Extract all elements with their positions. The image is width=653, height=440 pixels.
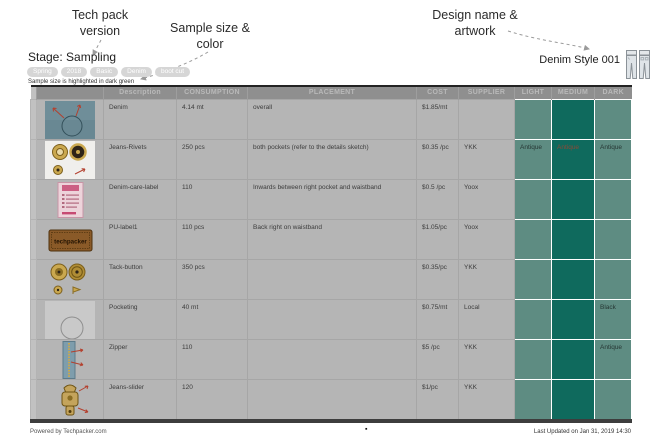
tag-pill: 2018 <box>61 67 87 77</box>
cell-description: Zipper <box>104 339 177 379</box>
cell-placement: Back right on waistband <box>248 219 417 259</box>
tag-pill: Basic <box>90 67 118 77</box>
cell-medium-colorway <box>552 379 595 421</box>
cell-cost: $0.35/pc <box>417 259 459 299</box>
tag-pill: boot cut <box>155 67 190 77</box>
column-header-consumption: CONSUMPTION <box>177 86 248 99</box>
cell-description: Pocketing <box>104 299 177 339</box>
column-header-placement: PLACEMENT <box>248 86 417 99</box>
annotation-tech-pack-version <box>52 8 148 39</box>
tack-button-thumbnail <box>37 259 104 299</box>
cell-medium-colorway <box>552 259 595 299</box>
cell-supplier: YKK <box>459 259 515 299</box>
cell-description: Denim-care-label <box>104 179 177 219</box>
cell-dark-colorway <box>595 99 632 139</box>
cell-cost: $0.35 /pc <box>417 139 459 179</box>
table-row <box>31 299 632 339</box>
cell-light-colorway <box>515 339 552 379</box>
table-row <box>31 219 632 259</box>
cell-light-colorway <box>515 299 552 339</box>
table-row <box>31 339 632 379</box>
cell-consumption: 110 <box>177 179 248 219</box>
cell-dark-colorway: Antique <box>595 139 632 179</box>
last-updated-text: Last Updated on Jan 31, 2019 14:30 <box>533 429 631 435</box>
annotation-design-name-artwork <box>400 8 550 39</box>
column-header-supplier: SUPPLIER <box>459 86 515 99</box>
annotation-line: Tech pack <box>71 8 129 22</box>
cell-consumption: 110 pcs <box>177 219 248 259</box>
jeans-back-icon <box>639 50 650 79</box>
bom-table <box>30 85 632 423</box>
cell-dark-colorway <box>595 379 632 421</box>
cell-consumption: 350 pcs <box>177 259 248 299</box>
cell-consumption: 4.14 mt <box>177 99 248 139</box>
cell-medium-colorway <box>552 219 595 259</box>
cell-placement: Inwards between right pocket and waistband <box>248 179 417 219</box>
cell-supplier: Local <box>459 299 515 339</box>
sample-size-note: Sample size is highlighted in dark green <box>28 79 135 85</box>
pu-label-thumbnail <box>37 219 104 259</box>
cell-placement <box>248 379 417 421</box>
cell-supplier: YKK <box>459 379 515 421</box>
stage-label: Stage: Sampling <box>28 50 117 64</box>
column-header-light: LIGHT <box>515 86 552 99</box>
jeans-artwork <box>626 50 650 79</box>
cell-light-colorway <box>515 219 552 259</box>
cell-cost: $0.75/mt <box>417 299 459 339</box>
cell-light-colorway <box>515 99 552 139</box>
annotation-line: version <box>79 23 121 38</box>
cell-placement <box>248 259 417 299</box>
cell-consumption: 40 mt <box>177 299 248 339</box>
tag-pill: Denim <box>121 67 152 77</box>
cell-placement: both pockets (refer to the details sketch) <box>248 139 417 179</box>
table-row <box>31 259 632 299</box>
tag-list <box>27 67 190 77</box>
table-row <box>31 379 632 421</box>
cell-dark-colorway: Antique <box>595 339 632 379</box>
bom-table-body <box>31 99 632 421</box>
powered-by-text: Powered by Techpacker.com <box>30 429 107 435</box>
column-header-dark: DARK <box>595 86 632 99</box>
cell-placement: overall <box>248 99 417 139</box>
annotation-line: Sample size & <box>170 21 250 35</box>
cell-light-colorway <box>515 379 552 421</box>
cell-supplier: YKK <box>459 339 515 379</box>
cell-medium-colorway: Antique <box>552 139 595 179</box>
annotation-line: Design name & <box>432 8 518 22</box>
pocketing-thumbnail <box>37 299 104 339</box>
cell-supplier: Yoox <box>459 179 515 219</box>
cell-light-colorway: Antique <box>515 139 552 179</box>
jeans-front-icon <box>626 50 637 79</box>
zipper-thumbnail <box>37 339 104 379</box>
cell-dark-colorway <box>595 259 632 299</box>
cell-supplier: Yoox <box>459 219 515 259</box>
rivets-thumbnail <box>37 139 104 179</box>
cell-medium-colorway <box>552 299 595 339</box>
annotation-line: color <box>196 36 224 51</box>
cell-light-colorway <box>515 259 552 299</box>
annotation-sample-size-color <box>150 21 270 52</box>
column-header-cost: COST <box>417 86 459 99</box>
cell-consumption: 250 pcs <box>177 139 248 179</box>
cell-placement <box>248 339 417 379</box>
design-name: Denim Style 001 <box>539 54 620 66</box>
cell-cost: $5 /pc <box>417 339 459 379</box>
table-row <box>31 139 632 179</box>
cell-cost: $1.85/mt <box>417 99 459 139</box>
cell-medium-colorway <box>552 99 595 139</box>
cell-supplier <box>459 99 515 139</box>
annotation-line: artwork <box>454 23 496 38</box>
cell-medium-colorway <box>552 339 595 379</box>
cell-cost: $1.05/pc <box>417 219 459 259</box>
cell-cost: $0.5 /pc <box>417 179 459 219</box>
cell-light-colorway <box>515 179 552 219</box>
cell-dark-colorway: Black <box>595 299 632 339</box>
cell-description: Jeans-slider <box>104 379 177 421</box>
cell-description: Jeans-Rivets <box>104 139 177 179</box>
cell-dark-colorway <box>595 219 632 259</box>
denim-swatch-thumbnail <box>37 99 104 139</box>
care-label-thumbnail <box>37 179 104 219</box>
tag-pill: Spring <box>27 67 58 77</box>
page-marker: ▪ <box>365 426 368 433</box>
table-row <box>31 99 632 139</box>
cell-consumption: 120 <box>177 379 248 421</box>
cell-description: Denim <box>104 99 177 139</box>
cell-supplier: YKK <box>459 139 515 179</box>
table-row <box>31 179 632 219</box>
cell-placement <box>248 299 417 339</box>
svg-text:techpacker: techpacker <box>54 238 87 245</box>
column-header-image <box>37 86 104 99</box>
cell-description: Tack-button <box>104 259 177 299</box>
cell-dark-colorway <box>595 179 632 219</box>
bom-header-row <box>31 86 632 99</box>
cell-cost: $1/pc <box>417 379 459 421</box>
slider-thumbnail <box>37 379 104 421</box>
cell-consumption: 110 <box>177 339 248 379</box>
column-header-medium: MEDIUM <box>552 86 595 99</box>
cell-medium-colorway <box>552 179 595 219</box>
cell-description: PU-label1 <box>104 219 177 259</box>
column-header-description: Description <box>104 86 177 99</box>
